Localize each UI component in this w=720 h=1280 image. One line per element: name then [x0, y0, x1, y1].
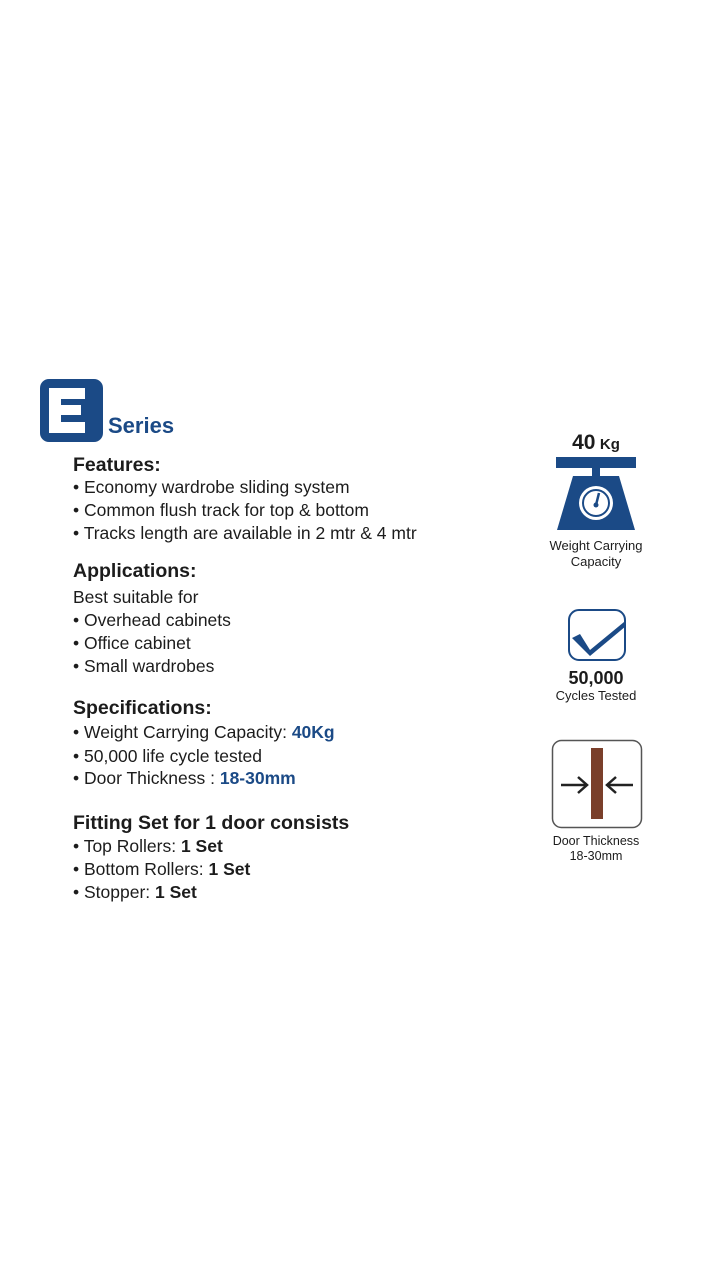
- fitting-item: • Top Rollers: 1 Set: [73, 836, 223, 856]
- spec-item: • 50,000 life cycle tested: [73, 746, 263, 766]
- cycles-badge-value: 50,000: [568, 668, 624, 688]
- fitting-set-title: Fitting Set for 1 door consists: [73, 812, 350, 834]
- fitting-item: • Stopper: 1 Set: [73, 882, 197, 902]
- checkmark-box-icon: [564, 606, 630, 664]
- thickness-badge-caption: Door Thickness 18-30mm: [552, 834, 640, 863]
- feature-item: • Common flush track for top & bottom: [73, 500, 369, 520]
- spec-item: • Weight Carrying Capacity: 40Kg: [73, 722, 335, 742]
- features-title: Features:: [73, 454, 161, 476]
- application-item: • Office cabinet: [73, 633, 191, 653]
- feature-item: • Economy wardrobe sliding system: [73, 477, 350, 497]
- fitting-item: • Bottom Rollers: 1 Set: [73, 859, 251, 879]
- feature-item: • Tracks length are available in 2 mtr & 4 mtr: [73, 523, 417, 543]
- weight-badge-caption: Weight Carrying Capacity: [549, 538, 643, 569]
- application-item: • Small wardrobes: [73, 656, 215, 676]
- spec-item: • Door Thickness : 18-30mm: [73, 768, 296, 788]
- series-label: Series: [108, 413, 175, 438]
- specifications-title: Specifications:: [73, 697, 212, 719]
- scale-icon: [555, 455, 637, 531]
- cycles-badge-caption: Cycles Tested: [555, 688, 637, 703]
- applications-intro: Best suitable for: [73, 587, 199, 607]
- application-item: • Overhead cabinets: [73, 610, 231, 630]
- applications-title: Applications:: [73, 560, 197, 582]
- door-thickness-icon: [551, 739, 643, 829]
- e-series-logo: [40, 379, 103, 442]
- weight-badge-value: 40 Kg: [572, 431, 620, 454]
